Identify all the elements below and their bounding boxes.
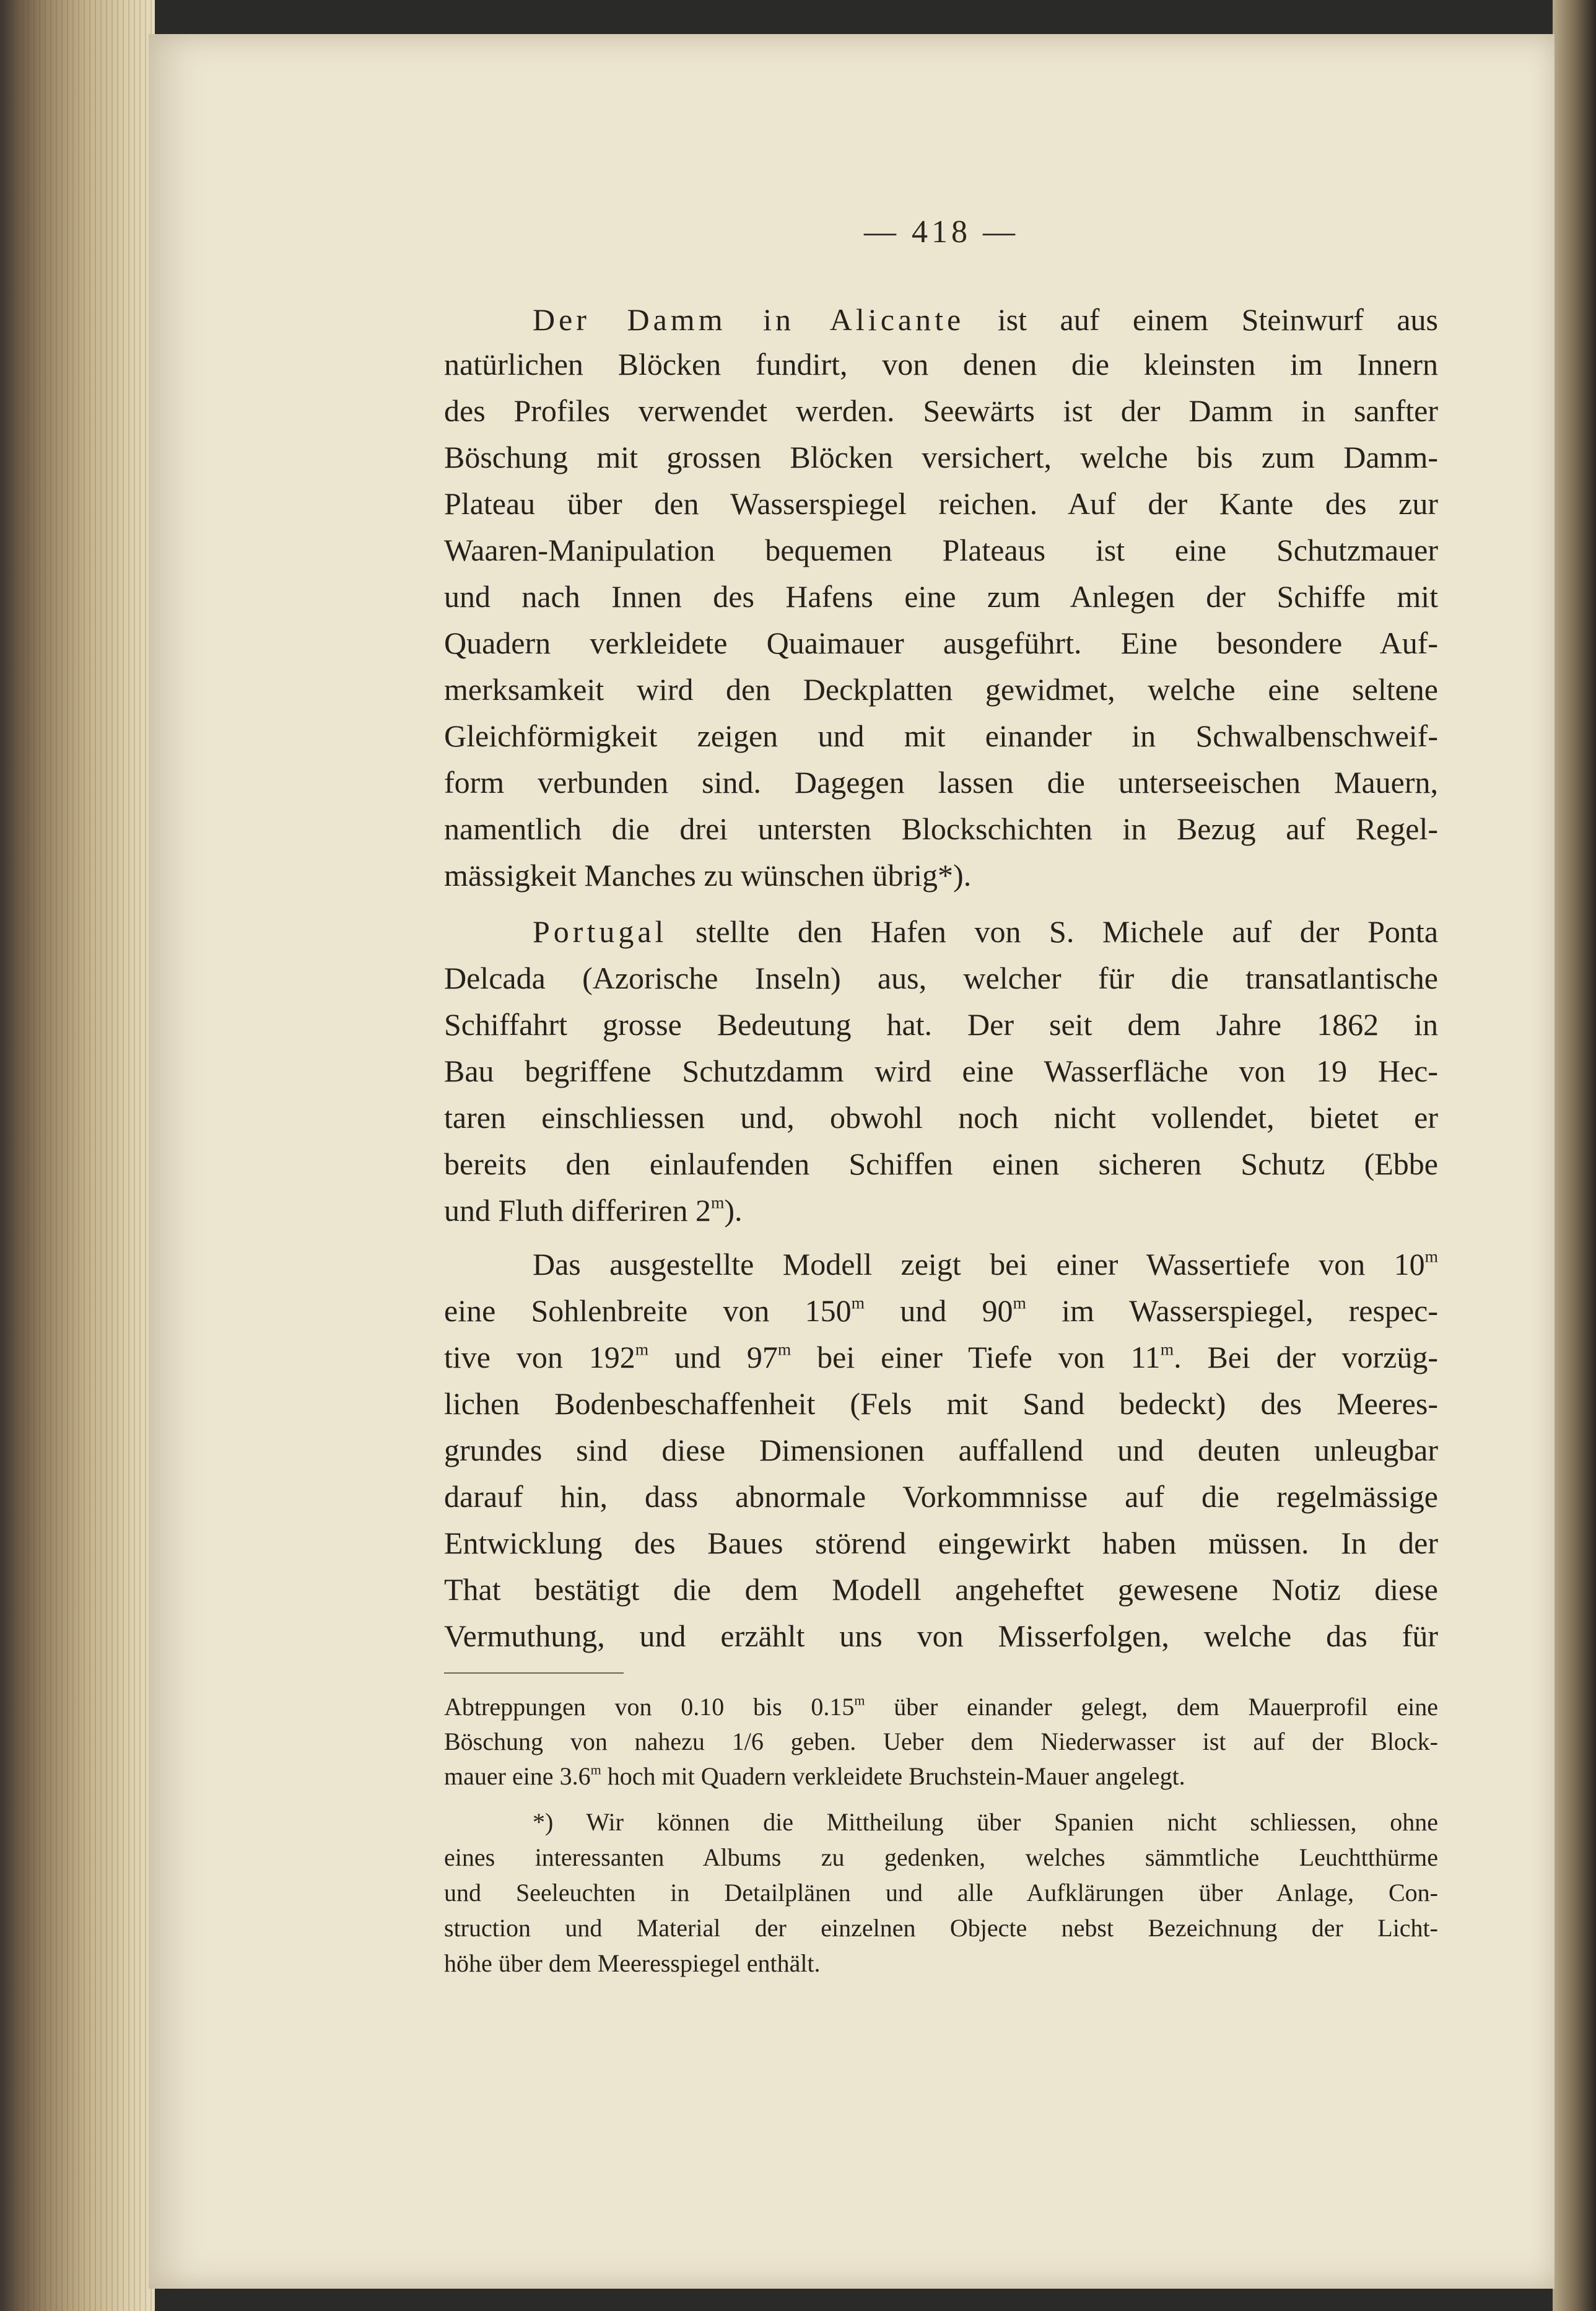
book-binding-edge xyxy=(0,0,155,2311)
text-line: Entwicklung des Baues störend eingewirkt haben müssen. In der xyxy=(444,1526,1438,1560)
footnote-line: und Seeleuchten in Detailplänen und alle Aufklärungen über Anlage, Con- xyxy=(444,1879,1438,1907)
text-line: und Fluth differiren 2$^m$). xyxy=(444,1192,743,1228)
footnote-line: mauer eine 3.6$^m$ hoch mit Quadern verkleidete Bruchstein-Mauer angelegt. xyxy=(444,1762,1185,1790)
footnote-line: eines interessanten Albums zu gedenken, welches sämmtliche Leuchtthürme xyxy=(444,1843,1438,1871)
page-number: — 418 — xyxy=(864,214,1019,250)
text-line: taren einschliessen und, obwohl noch nicht vollendet, bietet er xyxy=(444,1100,1438,1135)
text-line: und nach Innen des Hafens eine zum Anlegen der Schiffe mit xyxy=(444,579,1438,614)
footnote-rule xyxy=(444,1672,624,1674)
text-line: grundes sind diese Dimensionen auffallend und deuten unleugbar xyxy=(444,1433,1438,1467)
text-line: Vermuthung, und erzählt uns von Misserfolgen, welche das für xyxy=(444,1619,1438,1653)
text-line: Portugal stellte den Hafen von S. Michele auf der Ponta xyxy=(533,914,1439,949)
text-line: mässigkeit Manches zu wünschen übrig*). xyxy=(444,858,972,893)
footnote-line: *) Wir können die Mittheilung über Spanien nicht schliessen, ohne xyxy=(533,1808,1438,1836)
text-line: Quadern verkleidete Quaimauer ausgeführt. Eine besondere Auf- xyxy=(444,626,1438,660)
text-line: namentlich die drei untersten Blockschichten in Bezug auf Regel- xyxy=(444,811,1438,846)
text-line: form verbunden sind. Dagegen lassen die unterseeischen Mauern, xyxy=(444,765,1438,800)
text-line: eine Sohlenbreite von 150$^m$ und 90$^m$ im Wasserspiegel, respec- xyxy=(444,1293,1438,1328)
footnote-line: höhe über dem Meeresspiegel enthält. xyxy=(444,1949,821,1977)
text-line: Waaren-Manipulation bequemen Plateaus ist eine Schutzmauer xyxy=(444,533,1438,567)
text-line: Delcada (Azorische Inseln) aus, welcher für die transatlantische xyxy=(444,961,1438,995)
text-line: Böschung mit grossen Blöcken versichert, welche bis zum Damm- xyxy=(444,440,1438,474)
text-line: Der Damm in Alicante ist auf einem Steinwurf aus xyxy=(533,302,1438,337)
text-line: Das ausgestellte Modell zeigt bei einer Wassertiefe von 10$^m$ xyxy=(533,1246,1438,1282)
footnote-line: struction und Material der einzelnen Objecte nebst Bezeichnung der Licht- xyxy=(444,1914,1438,1942)
text-line: des Profiles verwendet werden. Seewärts ist der Damm in sanfter xyxy=(444,393,1438,428)
text-line: tive von 192$^m$ und 97$^m$ bei einer Tiefe von 11$^m$. Bei der vorzüg- xyxy=(444,1339,1438,1374)
text-line: That bestätigt die dem Modell angeheftet gewesene Notiz diese xyxy=(444,1572,1438,1607)
text-line: Bau begriffene Schutzdamm wird eine Wasserfläche von 19 Hec- xyxy=(444,1054,1438,1088)
text-line: natürlichen Blöcken fundirt, von denen die kleinsten im Innern xyxy=(444,347,1438,382)
book-right-edge xyxy=(1553,0,1596,2311)
text-line: bereits den einlaufenden Schiffen einen sicheren Schutz (Ebbe xyxy=(444,1147,1438,1181)
footnote-line: Abtreppungen von 0.10 bis 0.15$^m$ über einander gelegt, dem Mauerprofil eine xyxy=(444,1692,1438,1721)
text-line: Schiffahrt grosse Bedeutung hat. Der seit dem Jahre 1862 in xyxy=(444,1007,1438,1042)
text-line: darauf hin, dass abnormale Vorkommnisse auf die regelmässige xyxy=(444,1479,1438,1514)
text-line: merksamkeit wird den Deckplatten gewidmet, welche eine seltene xyxy=(444,672,1438,707)
text-line: Gleichförmigkeit zeigen und mit einander in Schwalbenschweif- xyxy=(444,719,1438,753)
footnote-line: Böschung von nahezu 1/6 geben. Ueber dem Niederwasser ist auf der Block- xyxy=(444,1728,1439,1755)
text-line: lichen Bodenbeschaffenheit (Fels mit Sand bedeckt) des Meeres- xyxy=(444,1386,1438,1421)
text-line: Plateau über den Wasserspiegel reichen. Auf der Kante des zur xyxy=(444,486,1438,521)
